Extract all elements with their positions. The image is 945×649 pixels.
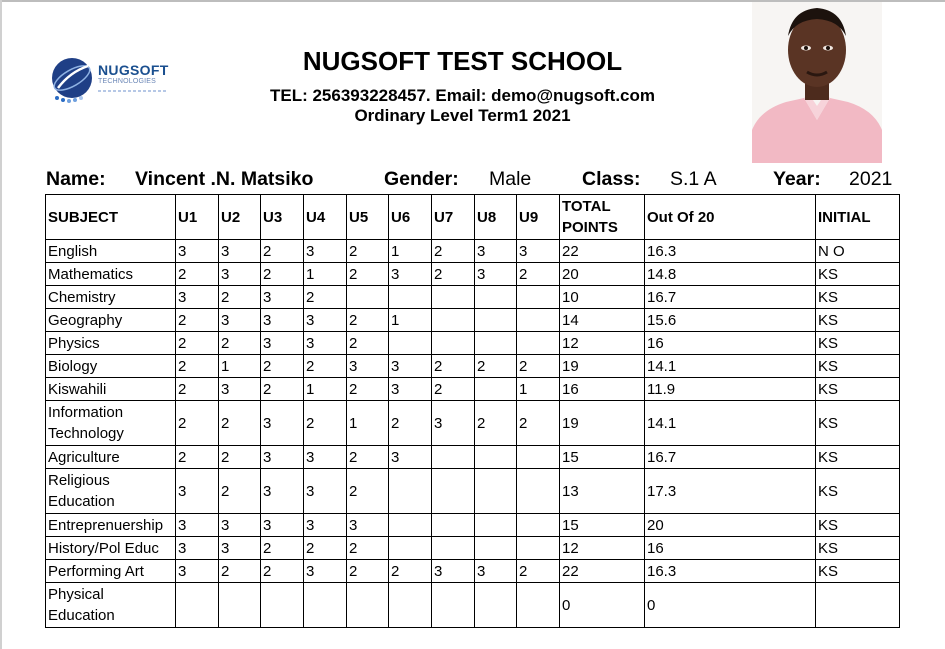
unit-score-cell: 3 [347, 355, 389, 378]
header-u6: U6 [389, 195, 432, 240]
total-points-cell: 22 [560, 560, 645, 583]
unit-score-cell: 2 [347, 263, 389, 286]
unit-score-cell: 2 [432, 355, 475, 378]
unit-score-cell: 2 [176, 446, 219, 469]
out-of-20-cell: 20 [645, 514, 816, 537]
unit-score-cell: 3 [176, 560, 219, 583]
unit-score-cell: 2 [176, 401, 219, 446]
name-value-wrap [135, 168, 313, 191]
unit-score-cell: 2 [347, 240, 389, 263]
unit-score-cell: 2 [517, 560, 560, 583]
subject-cell: Entreprenuership [46, 514, 176, 537]
logo-subtext: TECHNOLOGIES [98, 78, 157, 85]
unit-score-cell [517, 286, 560, 309]
class-field [582, 168, 641, 191]
subject-cell: Information Technology [46, 401, 176, 446]
header-u3: U3 [261, 195, 304, 240]
unit-score-cell: 2 [475, 401, 517, 446]
total-points-cell: 12 [560, 332, 645, 355]
unit-score-cell [432, 514, 475, 537]
total-points-cell: 10 [560, 286, 645, 309]
unit-score-cell: 3 [219, 309, 261, 332]
unit-score-cell: 3 [304, 332, 347, 355]
unit-score-cell: 3 [304, 309, 347, 332]
unit-score-cell [432, 583, 475, 628]
out-of-20-cell: 0 [645, 583, 816, 628]
initial-cell: KS [816, 378, 900, 401]
unit-score-cell: 2 [347, 446, 389, 469]
out-of-20-cell: 16.7 [645, 446, 816, 469]
header-u2: U2 [219, 195, 261, 240]
header-subject: SUBJECT [46, 195, 176, 240]
header-u8: U8 [475, 195, 517, 240]
unit-score-cell [432, 309, 475, 332]
unit-score-cell: 3 [304, 240, 347, 263]
unit-score-cell: 3 [219, 537, 261, 560]
term-title: Ordinary Level Term1 2021 [354, 106, 571, 125]
unit-score-cell [389, 537, 432, 560]
unit-score-cell: 3 [219, 378, 261, 401]
unit-score-cell: 3 [176, 240, 219, 263]
unit-score-cell [432, 332, 475, 355]
unit-score-cell: 2 [347, 469, 389, 514]
unit-score-cell [389, 514, 432, 537]
header-initial: INITIAL [816, 195, 900, 240]
unit-score-cell [475, 332, 517, 355]
unit-score-cell: 2 [347, 332, 389, 355]
marks-table-body [46, 240, 900, 628]
unit-score-cell: 3 [304, 560, 347, 583]
unit-score-cell: 3 [261, 401, 304, 446]
unit-score-cell [517, 514, 560, 537]
out-of-20-cell: 16 [645, 332, 816, 355]
unit-score-cell [517, 309, 560, 332]
unit-score-cell: 2 [261, 560, 304, 583]
unit-score-cell: 3 [261, 469, 304, 514]
unit-score-cell: 3 [432, 560, 475, 583]
logo-text: NUGSOFT [98, 62, 169, 78]
out-of-20-cell: 14.1 [645, 401, 816, 446]
unit-score-cell [432, 537, 475, 560]
header-u9: U9 [517, 195, 560, 240]
unit-score-cell: 3 [219, 240, 261, 263]
name-field [46, 168, 106, 191]
subject-cell: Religious Education [46, 469, 176, 514]
out-of-20-cell: 11.9 [645, 378, 816, 401]
unit-score-cell: 3 [389, 378, 432, 401]
class-label: Class: [582, 168, 641, 190]
unit-score-cell: 2 [304, 286, 347, 309]
total-points-cell: 20 [560, 263, 645, 286]
unit-score-cell: 3 [261, 514, 304, 537]
unit-score-cell [389, 286, 432, 309]
subject-cell: Physical Education [46, 583, 176, 628]
unit-score-cell: 2 [304, 355, 347, 378]
person-photo-icon [752, 2, 882, 163]
student-photo [752, 2, 882, 163]
student-year: 2021 [849, 168, 893, 190]
out-of-20-cell: 15.6 [645, 309, 816, 332]
unit-score-cell: 2 [389, 401, 432, 446]
header-u1: U1 [176, 195, 219, 240]
subject-cell: Performing Art [46, 560, 176, 583]
unit-score-cell: 1 [517, 378, 560, 401]
unit-score-cell: 2 [432, 263, 475, 286]
unit-score-cell: 2 [261, 537, 304, 560]
header-out-of-20: Out Of 20 [645, 195, 816, 240]
total-points-cell: 13 [560, 469, 645, 514]
table-row [46, 401, 900, 446]
school-contact: TEL: 256393228457. Email: demo@nugsoft.com [269, 86, 656, 105]
unit-score-cell: 3 [176, 286, 219, 309]
student-class: S.1 A [670, 168, 717, 190]
table-row [46, 355, 900, 378]
unit-score-cell [176, 583, 219, 628]
table-row [46, 263, 900, 286]
unit-score-cell: 2 [432, 378, 475, 401]
unit-score-cell: 2 [261, 263, 304, 286]
unit-score-cell: 3 [347, 514, 389, 537]
out-of-20-cell: 16.3 [645, 560, 816, 583]
unit-score-cell [517, 583, 560, 628]
unit-score-cell: 2 [176, 378, 219, 401]
unit-score-cell [219, 583, 261, 628]
class-value-wrap [670, 168, 717, 191]
header-u4: U4 [304, 195, 347, 240]
unit-score-cell: 2 [347, 309, 389, 332]
unit-score-cell [475, 286, 517, 309]
total-points-cell: 15 [560, 514, 645, 537]
unit-score-cell: 3 [176, 469, 219, 514]
unit-score-cell: 2 [347, 378, 389, 401]
unit-score-cell [517, 537, 560, 560]
header-u7: U7 [432, 195, 475, 240]
header-u5: U5 [347, 195, 389, 240]
unit-score-cell: 2 [219, 332, 261, 355]
unit-score-cell [475, 469, 517, 514]
table-row [46, 537, 900, 560]
subject-cell: Biology [46, 355, 176, 378]
unit-score-cell: 2 [517, 355, 560, 378]
unit-score-cell: 1 [389, 309, 432, 332]
unit-score-cell: 3 [389, 263, 432, 286]
total-points-cell: 12 [560, 537, 645, 560]
unit-score-cell: 3 [304, 446, 347, 469]
unit-score-cell: 1 [304, 263, 347, 286]
unit-score-cell: 3 [176, 514, 219, 537]
unit-score-cell: 3 [304, 514, 347, 537]
initial-cell: KS [816, 560, 900, 583]
gender-field [384, 168, 459, 191]
total-points-cell: 0 [560, 583, 645, 628]
table-row [46, 560, 900, 583]
unit-score-cell [347, 583, 389, 628]
initial-cell: KS [816, 537, 900, 560]
unit-score-cell [261, 583, 304, 628]
initial-cell [816, 583, 900, 628]
initial-cell: N O [816, 240, 900, 263]
unit-score-cell: 2 [517, 401, 560, 446]
table-row [46, 332, 900, 355]
out-of-20-cell: 17.3 [645, 469, 816, 514]
initial-cell: KS [816, 514, 900, 537]
unit-score-cell [475, 537, 517, 560]
subject-cell: Kiswahili [46, 378, 176, 401]
subject-cell: Chemistry [46, 286, 176, 309]
unit-score-cell: 3 [261, 332, 304, 355]
unit-score-cell: 3 [176, 537, 219, 560]
unit-score-cell: 3 [261, 446, 304, 469]
year-field [773, 168, 821, 191]
unit-score-cell: 2 [304, 401, 347, 446]
unit-score-cell: 2 [219, 446, 261, 469]
unit-score-cell: 2 [389, 560, 432, 583]
total-points-cell: 22 [560, 240, 645, 263]
unit-score-cell: 3 [432, 401, 475, 446]
student-name: Vincent .N. Matsiko [135, 168, 314, 190]
marks-table [45, 194, 900, 628]
total-points-cell: 19 [560, 401, 645, 446]
unit-score-cell [347, 286, 389, 309]
table-header-row [46, 195, 900, 240]
gender-label: Gender: [384, 168, 459, 190]
unit-score-cell: 3 [389, 355, 432, 378]
total-points-cell: 14 [560, 309, 645, 332]
gender-value-wrap [489, 168, 531, 191]
unit-score-cell: 3 [389, 446, 432, 469]
unit-score-cell [432, 469, 475, 514]
unit-score-cell: 2 [347, 537, 389, 560]
unit-score-cell [475, 446, 517, 469]
table-row [46, 514, 900, 537]
unit-score-cell [517, 446, 560, 469]
unit-score-cell: 2 [176, 332, 219, 355]
unit-score-cell: 2 [475, 355, 517, 378]
unit-score-cell: 3 [261, 309, 304, 332]
unit-score-cell: 2 [219, 560, 261, 583]
out-of-20-cell: 16 [645, 537, 816, 560]
unit-score-cell: 2 [261, 355, 304, 378]
subject-cell: Agriculture [46, 446, 176, 469]
unit-score-cell [475, 514, 517, 537]
out-of-20-cell: 16.3 [645, 240, 816, 263]
unit-score-cell [475, 378, 517, 401]
unit-score-cell: 2 [176, 263, 219, 286]
header-total-points: TOTAL POINTS [560, 195, 645, 240]
unit-score-cell: 3 [219, 514, 261, 537]
subject-cell: History/Pol Educ [46, 537, 176, 560]
unit-score-cell [432, 286, 475, 309]
unit-score-cell: 2 [304, 537, 347, 560]
unit-score-cell [389, 469, 432, 514]
initial-cell: KS [816, 263, 900, 286]
unit-score-cell: 1 [304, 378, 347, 401]
unit-score-cell: 3 [475, 263, 517, 286]
table-row [46, 583, 900, 628]
subject-cell: Physics [46, 332, 176, 355]
unit-score-cell: 3 [475, 240, 517, 263]
unit-score-cell [475, 583, 517, 628]
table-row [46, 446, 900, 469]
total-points-cell: 16 [560, 378, 645, 401]
total-points-cell: 19 [560, 355, 645, 378]
unit-score-cell [517, 332, 560, 355]
unit-score-cell: 1 [219, 355, 261, 378]
initial-cell: KS [816, 401, 900, 446]
year-label: Year: [773, 168, 821, 190]
initial-cell: KS [816, 286, 900, 309]
unit-score-cell: 2 [176, 309, 219, 332]
unit-score-cell [475, 309, 517, 332]
initial-cell: KS [816, 446, 900, 469]
unit-score-cell: 2 [219, 401, 261, 446]
name-label: Name: [46, 168, 106, 190]
initial-cell: KS [816, 355, 900, 378]
subject-cell: Mathematics [46, 263, 176, 286]
unit-score-cell: 2 [219, 286, 261, 309]
unit-score-cell: 2 [517, 263, 560, 286]
out-of-20-cell: 16.7 [645, 286, 816, 309]
unit-score-cell: 3 [219, 263, 261, 286]
year-value-wrap [849, 168, 892, 191]
unit-score-cell: 3 [261, 286, 304, 309]
unit-score-cell: 2 [219, 469, 261, 514]
unit-score-cell: 1 [389, 240, 432, 263]
student-gender: Male [489, 168, 532, 190]
unit-score-cell: 3 [475, 560, 517, 583]
unit-score-cell: 2 [261, 378, 304, 401]
unit-score-cell: 3 [517, 240, 560, 263]
unit-score-cell: 2 [261, 240, 304, 263]
unit-score-cell [389, 583, 432, 628]
unit-score-cell: 2 [347, 560, 389, 583]
unit-score-cell [517, 469, 560, 514]
unit-score-cell: 2 [432, 240, 475, 263]
table-row [46, 309, 900, 332]
school-name: NUGSOFT TEST SCHOOL [302, 46, 623, 76]
subject-cell: Geography [46, 309, 176, 332]
table-row [46, 240, 900, 263]
initial-cell: KS [816, 469, 900, 514]
unit-score-cell: 3 [304, 469, 347, 514]
out-of-20-cell: 14.8 [645, 263, 816, 286]
table-row [46, 378, 900, 401]
initial-cell: KS [816, 332, 900, 355]
out-of-20-cell: 14.1 [645, 355, 816, 378]
unit-score-cell [389, 332, 432, 355]
unit-score-cell: 1 [347, 401, 389, 446]
subject-cell: English [46, 240, 176, 263]
unit-score-cell: 2 [176, 355, 219, 378]
unit-score-cell [432, 446, 475, 469]
unit-score-cell [304, 583, 347, 628]
initial-cell: KS [816, 309, 900, 332]
total-points-cell: 15 [560, 446, 645, 469]
table-row [46, 469, 900, 514]
table-row [46, 286, 900, 309]
